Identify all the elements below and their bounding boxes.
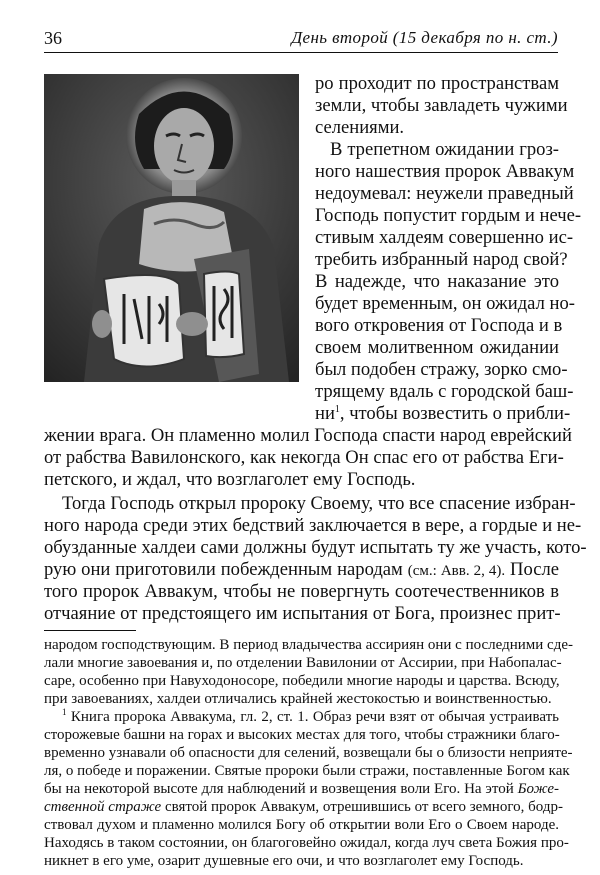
text-line: ного народа среди этих бедствий заключается в вере, а гордые и не- bbox=[44, 515, 582, 536]
text-line: своем молитвенном ожидании bbox=[315, 337, 559, 358]
running-title: День второй (15 декабря по н. ст.) bbox=[291, 28, 558, 47]
text-line: трящему вдаль с городской баш- bbox=[315, 381, 574, 402]
italic-fragment: Боже- bbox=[513, 781, 559, 797]
footnote-line bbox=[62, 708, 559, 726]
footnote-line: ля, о победе и поражении. Святые пророки были стражи, поставленные Богом как bbox=[44, 763, 570, 779]
text-line: ного нашествия пророк Аввакум bbox=[315, 161, 575, 182]
footnote-line: Находясь в таком состоянии, он благоговейно ожидал, когда луч света Божия про- bbox=[44, 835, 569, 851]
text-line: В надежде, что наказание это bbox=[315, 271, 559, 292]
text-line: жении врага. Он пламенно молил Господа спасти народ еврейский bbox=[44, 425, 572, 446]
text-line: недоумевал: неужели праведный bbox=[315, 183, 574, 204]
text-line: требить избранный народ свой? bbox=[315, 249, 568, 270]
footnote-line: лали многие завоевания и, по отделении Вавилонии от Ассирии, при Набопалас- bbox=[44, 655, 562, 671]
text-line: будет временным, он ожидал но- bbox=[315, 293, 575, 314]
text-fragment: святой пророк Аввакум, отрешившись от всего земного, бодр- bbox=[161, 799, 563, 815]
footnote-line bbox=[44, 798, 563, 816]
text-line bbox=[44, 559, 559, 582]
footnote-line: сторожевые башни на горах и высоких местах для того, чтобы стражники благо- bbox=[44, 727, 560, 743]
text-line: от рабства Вавилонского, как некогда Он спас его от рабства Еги- bbox=[44, 447, 564, 468]
text-line: Господь попустит гордым и нече- bbox=[315, 205, 582, 226]
text-line: был подобен стражу, зорко смо- bbox=[315, 359, 568, 380]
italic-fragment: ственной страже bbox=[44, 799, 162, 815]
footnote-marker: 1 bbox=[334, 404, 340, 415]
scripture-reference: (см.: Авв. 2, 4). bbox=[407, 563, 506, 579]
footnote-line: временно узнавали об опасности для селений, возвещали бы о близости неприяте- bbox=[44, 745, 573, 761]
text-line: земли, чтобы завладеть чужими bbox=[315, 95, 568, 116]
footnote-line: ствовал духом и пламенно молился Богу об открытии воли Его о Своем народе. bbox=[44, 817, 559, 833]
text-line: того пророк Аввакум, чтобы не повергнуть соотечественников в bbox=[44, 581, 559, 602]
text-line: петского, и ждал, что возглаголет ему Господь. bbox=[44, 469, 416, 490]
text-line: отчаяние от предстоящего им испытания от Бога, произнес прит- bbox=[44, 603, 561, 624]
footnote-line-overflow: никнет в его уме, озарит душевные его очи, и что возглаголет ему Господь. bbox=[44, 853, 524, 869]
text-line: вого откровения от Господа и в bbox=[315, 315, 563, 336]
text-line: ро проходит по пространствам bbox=[315, 73, 559, 94]
text-fragment: , чтобы возвестить о прибли- bbox=[339, 403, 571, 424]
text-fragment: бы на некоторой высоте для наблюдений и возвещения воли Его. На этой bbox=[44, 781, 514, 797]
text-fragment: После bbox=[505, 559, 559, 580]
footnote-rule bbox=[44, 630, 136, 631]
footnote-line: при завоеваниях, халдеи отличались крайней жестокостью и воинственностью. bbox=[44, 691, 552, 707]
footnote-marker: 1 bbox=[62, 707, 67, 717]
text-fragment: рую они приготовили побежденным народам bbox=[44, 559, 408, 580]
text-line: селениями. bbox=[315, 117, 405, 138]
text-line bbox=[315, 403, 571, 425]
page-number: 36 bbox=[44, 28, 62, 48]
text-line: Тогда Господь открыл пророку Своему, что все спасение избран- bbox=[62, 493, 576, 514]
text-line: В трепетном ожидании гроз- bbox=[330, 139, 559, 160]
text-fragment: Книга пророка Аввакума, гл. 2, ст. 1. Образ речи взят от обычая устраивать bbox=[66, 709, 559, 725]
text-fragment: ни bbox=[315, 403, 335, 424]
footnote-line: народом господствующим. В период владычества ассириян они с последними сде- bbox=[44, 637, 573, 653]
footnote-line bbox=[44, 780, 559, 798]
footnote-line: саре, особенно при Навуходоносоре, победили многие народы и царства. Всюду, bbox=[44, 673, 560, 689]
text-line: обузданные халдеи сами должны будут испытать ту же участь, кото- bbox=[44, 537, 587, 558]
text-line: стивым халдеям совершенно ис- bbox=[315, 227, 574, 248]
